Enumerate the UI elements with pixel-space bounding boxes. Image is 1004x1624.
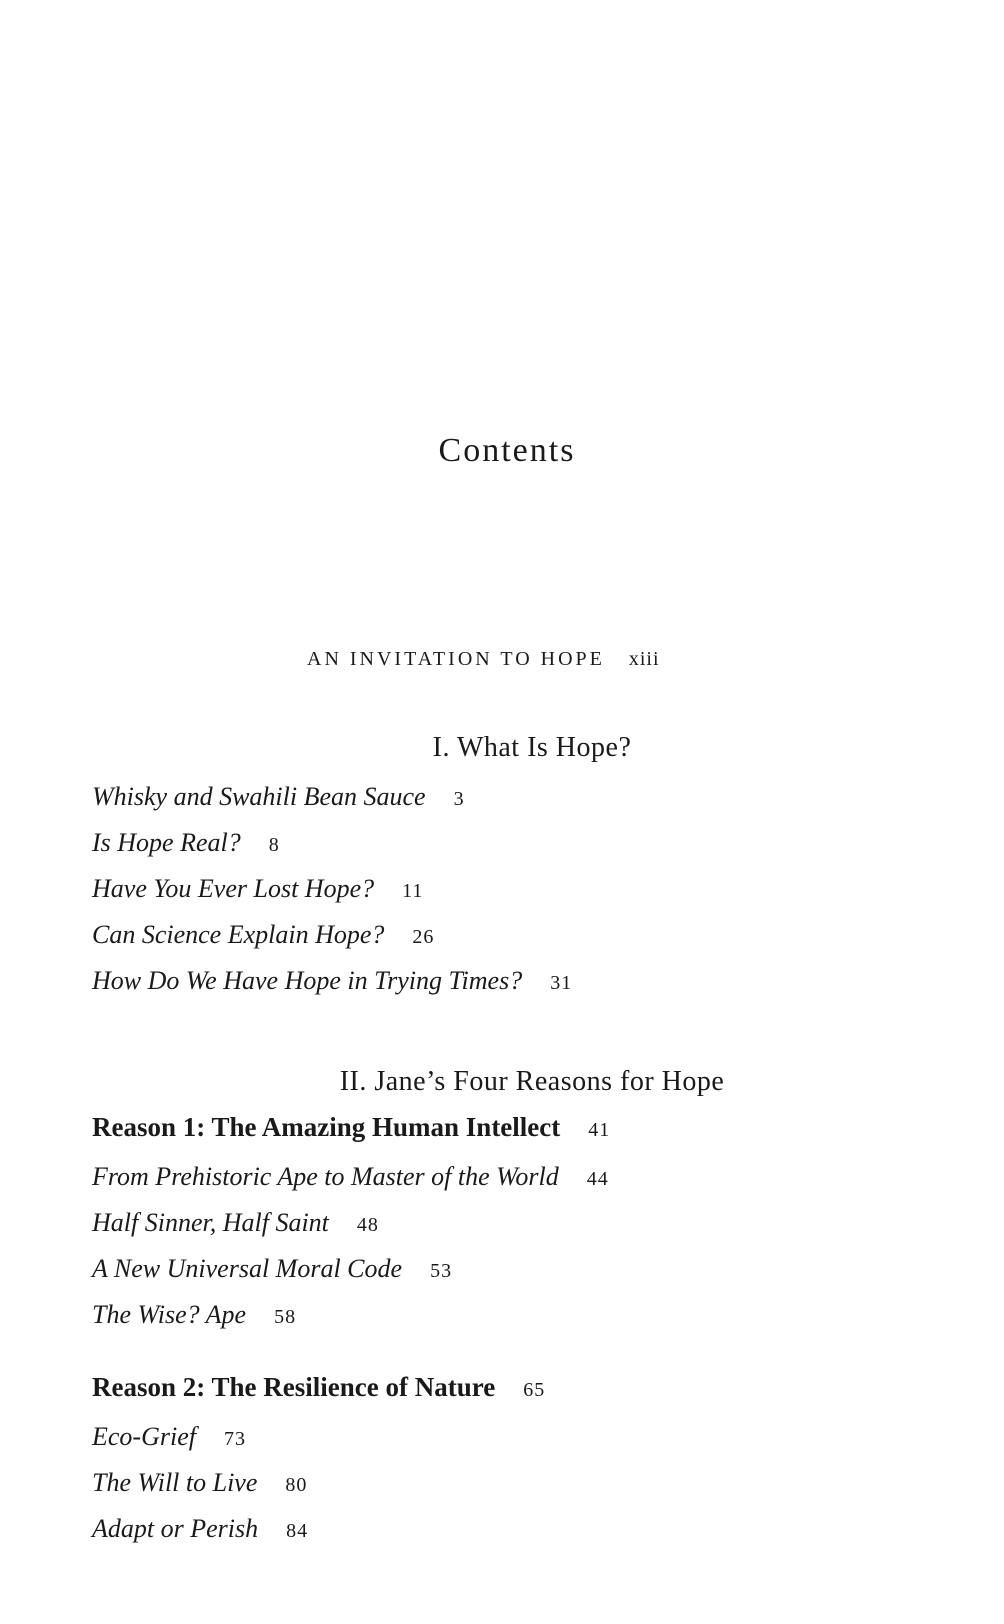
toc-entry[interactable]	[92, 874, 423, 904]
toc-page-number: 44	[586, 1168, 609, 1190]
toc-page-number: 80	[285, 1474, 308, 1496]
toc-page-number: xiii	[628, 648, 660, 670]
toc-entry-label: Eco-Grief	[92, 1422, 196, 1451]
toc-reason-2[interactable]	[92, 1372, 545, 1403]
toc-entry-label: Half Sinner, Half Saint	[92, 1208, 329, 1237]
toc-page-number: 65	[523, 1379, 546, 1401]
toc-entry-label: Have You Ever Lost Hope?	[92, 874, 375, 903]
part-heading-2: II. Jane’s Four Reasons for Hope	[339, 1066, 725, 1097]
toc-page-number: 48	[356, 1214, 379, 1236]
toc-page-number: 84	[286, 1520, 309, 1542]
toc-page-number: 53	[430, 1260, 453, 1282]
toc-entry-label: Adapt or Perish	[92, 1514, 259, 1543]
page-title: Contents	[438, 432, 576, 469]
toc-entry[interactable]	[92, 1300, 296, 1330]
toc-page-number: 31	[550, 972, 573, 994]
toc-page-number: 11	[402, 880, 424, 902]
toc-page-number: 26	[412, 926, 435, 948]
toc-entry-label: Can Science Explain Hope?	[92, 920, 385, 949]
toc-entry[interactable]	[92, 966, 572, 996]
toc-entry-label: The Wise? Ape	[92, 1300, 247, 1329]
toc-entry[interactable]	[92, 1514, 308, 1544]
toc-entry-label: The Will to Live	[92, 1468, 258, 1497]
toc-page-number: 58	[274, 1306, 297, 1328]
toc-entry-label: Whisky and Swahili Bean Sauce	[92, 782, 426, 811]
toc-entry-label: From Prehistoric Ape to Master of the World	[92, 1162, 559, 1191]
toc-page-number: 3	[453, 788, 465, 810]
toc-entry[interactable]	[92, 920, 434, 950]
toc-entry[interactable]	[92, 1422, 246, 1452]
toc-entry[interactable]	[92, 782, 465, 812]
toc-entry[interactable]	[92, 1468, 307, 1498]
part-heading-1: I. What Is Hope?	[432, 732, 632, 763]
toc-page-number: 41	[588, 1119, 611, 1141]
toc-page-number: 8	[268, 834, 280, 856]
toc-entry[interactable]	[92, 1208, 379, 1238]
toc-entry-invitation[interactable]	[307, 648, 660, 671]
toc-entry-label: Is Hope Real?	[92, 828, 241, 857]
toc-reason-1[interactable]	[92, 1112, 610, 1143]
toc-entry-label: A New Universal Moral Code	[92, 1254, 403, 1283]
toc-entry[interactable]	[92, 1162, 609, 1192]
toc-reason-label: Reason 1: The Amazing Human Intellect	[92, 1112, 561, 1142]
toc-entry-label: How Do We Have Hope in Trying Times?	[92, 966, 523, 995]
toc-entry[interactable]	[92, 828, 280, 858]
toc-entry-label: AN INVITATION TO HOPE	[307, 648, 605, 670]
toc-reason-label: Reason 2: The Resilience of Nature	[92, 1372, 496, 1402]
toc-page-number: 73	[223, 1428, 246, 1450]
toc-entry[interactable]	[92, 1254, 452, 1284]
